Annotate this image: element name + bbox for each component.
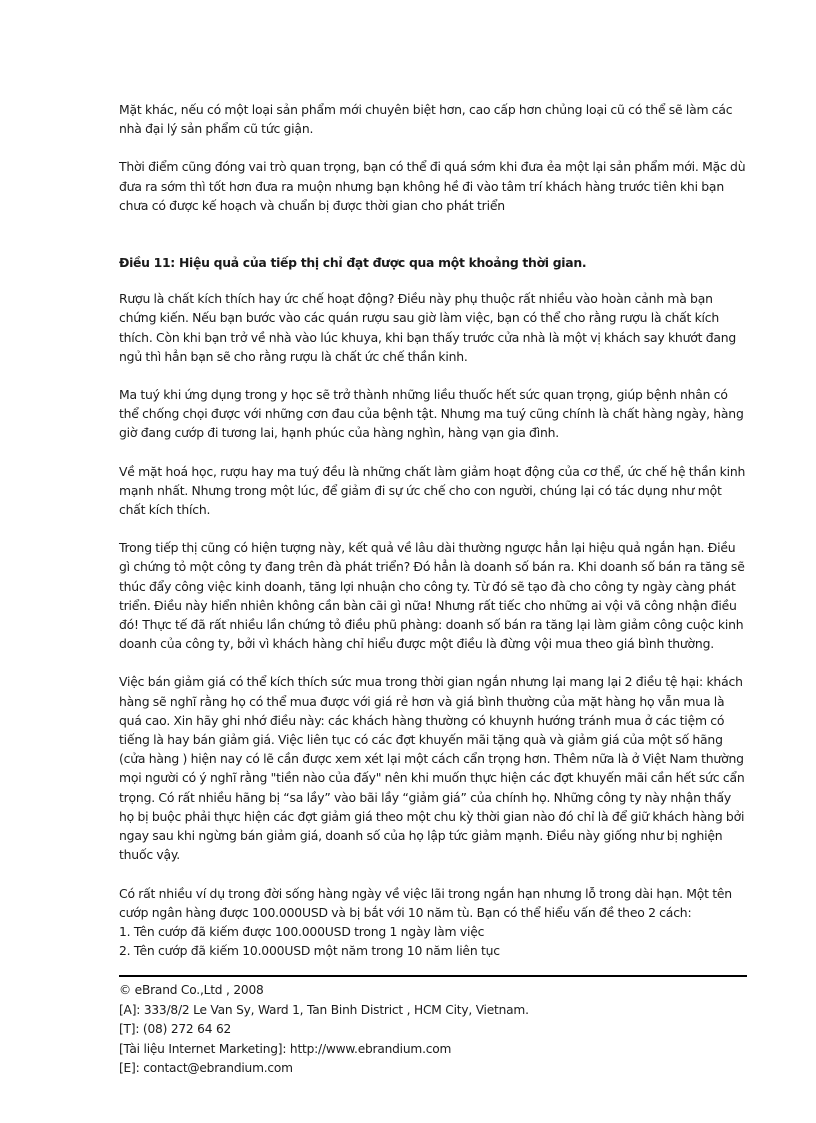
paragraph-examples (119, 884, 749, 961)
footer-website: [Tài liệu Internet Marketing]: http://www.ebrandium.com (119, 1041, 452, 1056)
paragraph-intro-1: Mặt khác, nếu có một loại sản phẩm mới chuyên biệt hơn, cao cấp hơn chủng loại cũ có thể sẽ làm các nhà đại lý sản phẩm cũ tức giận. (119, 102, 733, 137)
examples-intro: Có rất nhiều ví dụ trong đời sống hàng ngày về việc lãi trong ngắn hạn nhưng lỗ trong dài hạn. Một tên cướp ngân hàng được 100.000USD và bị bắt với 10 năm tù. Bạn có thể hiểu vấn đề theo 2 cách: (119, 885, 732, 920)
paragraph-discount: Việc bán giảm giá có thể kích thích sức mua trong thời gian ngắn nhưng lại mang lại 2 điều tệ hại: khách hàng sẽ nghĩ rằng họ có thể mua được với giá rẻ hơn và giá bình thường của mặt hàng họ vẫn mua là quá cao. Xin hãy ghi nhớ điều này: các khách hàng thường có khuynh hướng tránh mua ở các tiệm có tiếng là hay bán giảm giá. Việc liên tục có các đợt khuyến mãi tặng quà và giảm giá của một số hãng (cửa hàng ) hiện nay có lẽ cần được xem xét lại một cách cẩn trọng hơn. Thêm nữa là ở Việt Nam thường mọi người có ý nghĩ rằng "tiền nào của đấy" nên khi muốn thực hiện các đợt khuyến mãi cần hết sức cẩn trọng. Có rất nhiều hãng bị “sa lầy” vào bãi lầy “giảm giá” của chính họ. Những công ty này nhận thấy họ bị buộc phải thực hiện các đợt giảm giá theo một chu kỳ thời gian nào đó chỉ là để giữ khách hàng bởi ngay sau khi ngừng bán giảm giá, doanh số của họ lập tức giảm mạnh. Điều này giống như bị nghiện thuốc vậy. (119, 674, 745, 863)
footer-phone: [T]: (08) 272 64 62 (119, 1022, 232, 1036)
footer-email: [E]: contact@ebrandium.com (119, 1061, 293, 1075)
document-body (119, 100, 749, 979)
paragraph-intro-2: Thời điểm cũng đóng vai trò quan trọng, bạn có thể đi quá sớm khi đưa ẻa một lại sản phẩm mới. Mặc dù đưa ra sớm thì tốt hơn đưa ra muộn nhưng bạn không hề đi vào tâm trí khách hàng trước tiên khi bạn chưa có được kế hoạch và chuẩn bị được thời gian cho phát triển (119, 159, 746, 213)
list-item: 1. Tên cướp đã kiếm được 100.000USD trong 1 ngày làm việc (119, 923, 485, 939)
section-heading: Điều 11: Hiệu quả của tiếp thị chỉ đạt được qua một khoảng thời gian. (119, 255, 587, 271)
page-footer (119, 975, 747, 1079)
paragraph-alcohol: Rượu là chất kích thích hay ức chế hoạt động? Điều này phụ thuộc rất nhiều vào hoàn cảnh mà bạn chứng kiến. Nếu bạn bước vào các quán rượu sau giờ làm việc, bạn có thể cho rằng rượu là chất kích thích. Còn khi bạn trở về nhà vào lúc khuya, khi bạn thấy trước cửa nhà là một vị khách say khướt đang ngủ thì hẳn bạn sẽ cho rằng rượu là chất ức chế thần kinh. (119, 291, 737, 364)
paragraph-drugs: Ma tuý khi ứng dụng trong y học sẽ trở thành những liều thuốc hết sức quan trọng, giúp bệnh nhân có thể chống chọi được với những cơn đau của bệnh tật. Nhưng ma tuý cũng chính là chất hàng ngày, hàng giờ đang cướp đi tương lai, hạnh phúc của hàng nghìn, hàng vạn gia đình. (119, 387, 744, 441)
list-item: 2. Tên cướp đã kiếm 10.000USD một năm trong 10 năm liên tục (119, 943, 500, 959)
paragraph-chemistry: Về mặt hoá học, rượu hay ma tuý đều là những chất làm giảm hoạt động của cơ thể, ức chế hệ thần kinh mạnh nhất. Nhưng trong một lúc, để giảm đi sự ức chế cho con người, chúng lại có tác dụng như một chất kích thích. (119, 463, 746, 518)
footer-address: [A]: 333/8/2 Le Van Sy, Ward 1, Tan Binh District , HCM City, Vietnam. (119, 1002, 529, 1017)
footer-copyright: © eBrand Co.,Ltd , 2008 (119, 983, 264, 997)
paragraph-marketing: Trong tiếp thị cũng có hiện tượng này, kết quả về lâu dài thường ngược hẳn lại hiệu quả ngắn hạn. Điều gì chứng tỏ một công ty đang trên đà phát triển? Đó hẳn là doanh số bán ra. Khi doanh số bán ra tăng sẽ thúc đẩy công việc kinh doanh, tăng lợi nhuận cho công ty. Từ đó sẽ tạo đà cho công ty ngày càng phát triển. Điều này hiển nhiên không cần bàn cãi gì nữa! Nhưng rất tiếc cho những ai vội vã công nhận điều đó! Thực tế đã rất nhiều lần chứng tỏ điều phũ phàng: doanh số bán ra tăng lại làm giảm công cuộc kinh doanh của công ty, bởi vì khách hàng chỉ hiểu được một điều là đừng vội mua theo giá bình thường. (119, 540, 745, 652)
